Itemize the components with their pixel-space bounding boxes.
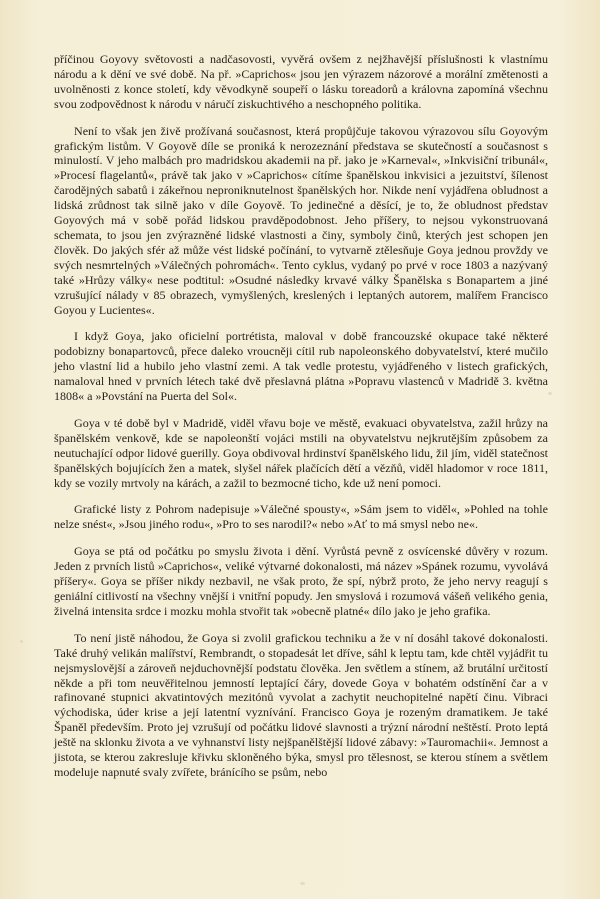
paper-speck — [548, 392, 552, 395]
paragraph: příčinou Goyovy světovosti a nadčasovosti, vyvěrá ovšem z nejžhavější příslušnosti k vlastnímu národu a k dění ve své době. Na př. »Caprichos« jsou jen výrazem názorové a morální změtenosti a uvolněnosti z konce století, kdy věvodkyně soupeří o lásku toreadorů a královna zapomíná všechnu svou zodpovědnost k národu v náručí ziskuchtivého a neschopného politika. — [54, 52, 548, 111]
paragraph: I když Goya, jako oficielní portrétista, maloval v době francouzské okupace také některé podobizny bonapartovců, přece daleko vroucněji cítil rub napoleonského dobyvatelství, které mučilo jeho vlastní lid a hubilo jeho vlastní zemi. A tak vedle protestu, vyjádřeného v listech grafických, namaloval hned v prvních létech také dvě přeslavná plátna »Popravu vlastenců v Madridě 3. května 1808« a »Povstání na Puerta del Sol«. — [54, 329, 548, 404]
paragraph: Goya se ptá od počátku po smyslu života i dění. Vyrůstá pevně z osvícenské důvěry v rozum. Jeden z prvních listů »Caprichos«, veliké výtvarné dokonalosti, má název »Spánek rozumu, vyvolává příšery«. Goya se příšer nikdy nezbavil, ne však proto, že spí, nýbrž proto, že jeho nervy reagují s geniální citlivostí na všechny vnější i vnitřní popudy. Jen smyslová i rozumová vášeň velikého genia, živelná intensita srdce i mozku mohla stvořit tak »obecně platné« dílo jako je jeho grafika. — [54, 544, 548, 618]
paragraph: Není to však jen živě prožívaná současnost, která propůjčuje takovou výrazovou sílu Goyovým grafickým listům. V Goyově díle se proniká k nerozeznání představa se skutečností a současnost s minulostí. V jeho malbách pro madridskou akademii na př. jako je »Karneval«, »Inkvisiční tribunál«, »Procesí flagelantů«, právě tak jako v »Caprichos« cítíme španělskou inkvisici a jezuitství, šílenost čarodějných sabatů i zákeřnou neproniknutelnost španělských hor. Nikde není vyjádřena obludnost a lidská zrůdnost tak silně jako v díle Goyově. To jedinečné a děsící, je to, že obludnost představ Goyových má v sobě pořád lidskou pravděpodobnost. Jeho příšery, to nejsou vykonstruovaná schemata, to jsou jen zvýrazněné lidské vlastnosti a činy, symboly činů, kterých jest schopen jen člověk. Do jakých sfér až může vést lidské počínání, to vytvarně ztělesňuje Goya jednou provždy ve svých nesmrtelných »Válečných pohromách«. Tento cyklus, vydaný po prvé v roce 1803 a nazývaný také »Hrůzy války« nese podtitul: »Osudné následky krvavé války Španělska s Bonapartem a jiné vzrušující nálady v 85 obrazech, vymyšlených, kreslených i leptaných autorem, malířem Francisco Goyou y Lucientes«. — [54, 123, 548, 317]
paragraph: Grafické listy z Pohrom nadepisuje »Válečné spousty«, »Sám jsem to viděl«, »Pohled na tohle nelze snést«, »Jsou jiného rodu«, »Pro to ses narodil?« nebo »Ať to má smysl nebo ne«. — [54, 502, 548, 532]
paper-speck — [300, 882, 305, 885]
paper-speck — [20, 640, 23, 643]
paragraph: Goya v té době byl v Madridě, viděl vřavu boje ve městě, evakuaci obyvatelstva, zažil hrůzy na španělském venkově, kde se napoleonští vojáci mstili na obyvatelstvu nejkrutějším způsobem za neutuchající odpor lidové guerilly. Goya obdivoval hrdinství španělského lidu, žil jím, viděl statečnost španělských bojujících žen a matek, slyšel nářek plačících dětí a vězňů, viděl hladomor v roce 1811, kdy se vozily mrtvoly na kárách, a zažil to bezmocné ticho, kde už není pomoci. — [54, 415, 548, 490]
paragraph: To není jistě náhodou, že Goya si zvolil grafickou techniku a že v ní dosáhl takové dokonalosti. Také druhý velikán malířství, Rembrandt, o stopadesát let dříve, sáhl k leptu tam, kde chtěl vyjádřit tu nejsmyslovější a zároveň nejduchovnější podstatu člověka. Jen světlem a stínem, až brutální určitostí někde a při tom neuvěřitelnou jemností leptající čáry, dovede Goya v bohatém odstínění čar a v rafinované stupnici akvatintových mezitónů vyvolat a zachytit neuchopitelné napětí činu. Vibraci východiska, úder krise a její latentní vyznívání. Francisco Goya je rozeným dramatikem. Je také Španěl především. Proto jej vzrušují od počátku lidové slavnosti a trýzní národní neštěstí. Proto leptá ještě na sklonku života a ve vyhnanství listy nejšpanělštější lidové zábavy: »Tauromachii«. Jemnost a jistota, se kterou zakresluje křivku skloněného býka, smysl pro tělesnost, se kterou stínem a světlem modeluje napnuté svaly zvířete, bránícího se psům, nebo — [54, 630, 548, 779]
